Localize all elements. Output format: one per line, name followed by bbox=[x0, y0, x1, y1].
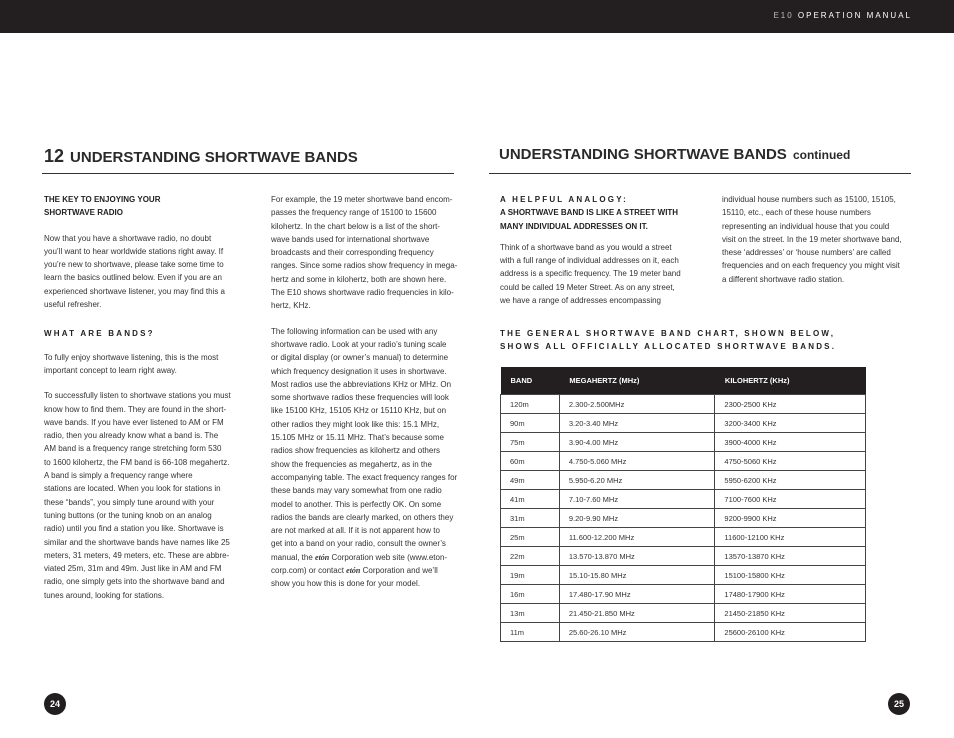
header-bar bbox=[0, 0, 954, 33]
text-line: these ‘addresses’ or ‘house numbers’ are called bbox=[722, 248, 891, 258]
text-line: individual house numbers such as 15100, 15105, bbox=[722, 195, 896, 204]
text-line: other radios they might look like this: 15.1 MHz, bbox=[271, 419, 440, 429]
right-col-1 bbox=[500, 193, 696, 319]
khz-cell: 9200-9900 KHz bbox=[715, 509, 866, 528]
text-line: you’ll want to hear worldwide stations right away. If bbox=[44, 246, 224, 256]
band-cell: 49m bbox=[501, 471, 560, 490]
bands-intro-paragraph bbox=[44, 351, 240, 378]
right-title-rule bbox=[489, 173, 911, 174]
table-row bbox=[501, 528, 866, 547]
khz-cell: 15100-15800 KHz bbox=[715, 566, 866, 585]
khz-cell: 3200-3400 KHz bbox=[715, 414, 866, 433]
text-line: To successfully listen to shortwave stations you must bbox=[44, 391, 231, 401]
col-header-band: BAND bbox=[501, 367, 560, 395]
chapter-title-continued: UNDERSTANDING SHORTWAVE BANDS bbox=[499, 146, 787, 163]
text-line: learn the basics outlined below. Even if you are an bbox=[44, 273, 222, 283]
text-line: meters, 31 meters, 49 meters, etc. These are abbre- bbox=[44, 550, 230, 560]
khz-cell: 25600-26100 KHz bbox=[715, 623, 866, 642]
chapter-title: UNDERSTANDING SHORTWAVE BANDS bbox=[70, 149, 358, 166]
mhz-cell: 21.450-21.850 MHz bbox=[559, 604, 715, 623]
text-line: or digital display (or owner’s manual) to determine bbox=[271, 353, 449, 363]
analogy-paragraph bbox=[500, 241, 696, 307]
mhz-cell: 2.300-2.500MHz bbox=[559, 395, 715, 414]
text-line: wave bands used for international shortwave bbox=[271, 234, 430, 244]
text-line: experienced shortwave listener, you may find this a bbox=[44, 286, 225, 296]
khz-cell: 4750-5060 KHz bbox=[715, 452, 866, 471]
text-line: know how to find them. They are found in the short- bbox=[44, 404, 227, 414]
text-line: these “bands”, you simply tune around with your bbox=[44, 497, 215, 507]
text-line: Most radios use the abbreviations KHz or MHz. On bbox=[271, 379, 452, 389]
text-line: 15110, etc., each of these house numbers bbox=[722, 208, 871, 218]
table-row bbox=[501, 509, 866, 528]
text-line: like 15100 KHz, 15105 KHz or 15110 KHz, but on bbox=[271, 406, 447, 416]
text-line: radio, one simply gets into the shortwave band and bbox=[44, 577, 225, 587]
analogy-subheading: A SHORTWAVE BAND IS LIKE A STREET WITH MANY INDIVIDUAL ADDRESSES ON IT. bbox=[500, 208, 679, 231]
band-cell: 31m bbox=[501, 509, 560, 528]
text-line: similar and the shortwave bands have names like 25 bbox=[44, 537, 230, 547]
text-line: radio) until you find a station you like. Shortwave is bbox=[44, 524, 224, 534]
band-cell: 90m bbox=[501, 414, 560, 433]
page-number-right: 25 bbox=[888, 693, 910, 715]
text-line: radios the bands are clearly marked, on others they bbox=[271, 512, 454, 522]
left-title-rule bbox=[42, 173, 454, 174]
khz-cell: 2300-2500 KHz bbox=[715, 395, 866, 414]
text-line: AM band is a frequency range stretching form 530 bbox=[44, 444, 222, 454]
table-row bbox=[501, 395, 866, 414]
right-col-2 bbox=[722, 193, 918, 298]
col-header-khz: KILOHERTZ (KHz) bbox=[715, 367, 866, 395]
eton-brand-2: etón bbox=[346, 566, 361, 576]
info-paragraph: The following information can be used with any shortwave radio. Look at your radio’s tuning scale or digital display (or owner’s manual) to determine which frequency designation it uses in shortwave. Most radios use the abbreviations KHz or MHz. On some shortwave radios these frequencies will look like 15100 KHz, 15105 KHz or 15110 KHz, but on other radios they might look like this: 15.1 MHz, 15.105 MHz or 15.11 MHz. That’s because some radios show frequencies as kilohertz and others show the frequencies as megahertz, as in the accompanying table. The exact frequency ranges for these bands may vary somewhat from one radio model to another. This is perfectly OK. On some radios the bands are clearly marked, on others they are not marked at all. If it is not apparent how to get into a band on your radio, consult the owner’s manual, the etón Corporation web site (www.eton- corp.com) or contact etón Corporation and we’ll show you how this is done for your model. bbox=[271, 326, 458, 589]
text-line: accompanying table. The exact frequency ranges for bbox=[271, 472, 458, 482]
chapter-number: 12 bbox=[44, 146, 65, 166]
left-page-title bbox=[44, 146, 358, 167]
bands-body-paragraph bbox=[44, 389, 240, 602]
text-line: which frequency designation it uses in shortwave. bbox=[271, 366, 447, 376]
table-row bbox=[501, 604, 866, 623]
text-line: to 1600 kilohertz, the FM band is 66-108 megahertz. bbox=[44, 457, 230, 467]
text-line: The following information can be used with any bbox=[271, 326, 438, 336]
mhz-cell: 7.10-7.60 MHz bbox=[559, 490, 715, 509]
text-line: The E10 shows shortwave radio frequencies in kilo- bbox=[271, 288, 454, 298]
table-row bbox=[501, 414, 866, 433]
text-line: visit on the street. In the 19 meter shortwave band, bbox=[722, 234, 902, 244]
mhz-cell: 15.10-15.80 MHz bbox=[559, 566, 715, 585]
khz-cell: 17480-17900 KHz bbox=[715, 585, 866, 604]
text-line: broadcasts and their corresponding frequency bbox=[271, 248, 434, 258]
text-line: radio, then you already know what a band is. The bbox=[44, 431, 219, 441]
table-row bbox=[501, 623, 866, 642]
eton-brand-1: etón bbox=[315, 552, 330, 562]
text-line: kilohertz. In the chart below is a list of the short- bbox=[271, 221, 440, 231]
mhz-cell: 11.600-12.200 MHz bbox=[559, 528, 715, 547]
text-line: are not marked at all. If it is not apparent how to bbox=[271, 526, 440, 536]
text-line: ranges. Since some radios show frequency in mega- bbox=[271, 261, 458, 271]
band-cell: 25m bbox=[501, 528, 560, 547]
mhz-cell: 17.480-17.90 MHz bbox=[559, 585, 715, 604]
chart-heading: THE GENERAL SHORTWAVE BAND CHART, SHOWN BELOW, SHOWS ALL OFFICIALLY ALLOCATED SHORTWAVE BANDS. bbox=[500, 329, 837, 352]
text-line: model to another. This is perfectly OK. On some bbox=[271, 499, 442, 509]
text-line: address is a specific frequency. The 19 meter band bbox=[500, 269, 681, 279]
khz-cell: 21450-21850 KHz bbox=[715, 604, 866, 623]
page-number-left: 24 bbox=[44, 693, 66, 715]
key-heading: THE KEY TO ENJOYING YOUR SHORTWAVE RADIO bbox=[44, 195, 161, 218]
text-line: To fully enjoy shortwave listening, this is the most bbox=[44, 352, 219, 362]
text-line: representing an individual house that you could bbox=[722, 221, 890, 231]
band-cell: 11m bbox=[501, 623, 560, 642]
col-header-mhz: MEGAHERTZ (MHz) bbox=[559, 367, 715, 395]
text-line: stations are located. When you look for stations in bbox=[44, 484, 221, 494]
table-row bbox=[501, 490, 866, 509]
band-cell: 13m bbox=[501, 604, 560, 623]
text-line: tuning buttons (or the tuning knob on an analog bbox=[44, 510, 212, 520]
example-paragraph bbox=[271, 193, 461, 313]
mhz-cell: 3.90-4.00 MHz bbox=[559, 433, 715, 452]
text-line: shortwave radio. Look at your radio’s tuning scale bbox=[271, 339, 447, 349]
text-line: hertz and some in kilohertz, both are shown here. bbox=[271, 274, 447, 284]
analogy-heading: A HELPFUL ANALOGY: bbox=[500, 195, 629, 204]
intro-paragraph bbox=[44, 232, 240, 312]
left-col-2 bbox=[271, 193, 461, 591]
text-line: Think of a shortwave band as you would a street bbox=[500, 242, 672, 252]
text-line: Now that you have a shortwave radio, no doubt bbox=[44, 233, 212, 243]
table-row bbox=[501, 566, 866, 585]
table-row bbox=[501, 547, 866, 566]
text-line: we have a range of addresses encompassing bbox=[500, 296, 661, 306]
left-col-1 bbox=[44, 193, 240, 614]
khz-cell: 13570-13870 KHz bbox=[715, 547, 866, 566]
table-row bbox=[501, 471, 866, 490]
mhz-cell: 3.20-3.40 MHz bbox=[559, 414, 715, 433]
text-line: For example, the 19 meter shortwave band encom- bbox=[271, 195, 453, 204]
khz-cell: 3900-4000 KHz bbox=[715, 433, 866, 452]
khz-cell: 5950-6200 KHz bbox=[715, 471, 866, 490]
right-page-title bbox=[499, 146, 850, 163]
text-line: you’re new to shortwave, please take some time to bbox=[44, 260, 224, 270]
mhz-cell: 4.750-5.060 MHz bbox=[559, 452, 715, 471]
text-line: some shortwave radios these frequencies will look bbox=[271, 393, 449, 403]
manual-title bbox=[773, 11, 912, 20]
table-row bbox=[501, 433, 866, 452]
analogy-continued-paragraph bbox=[722, 193, 918, 286]
text-line: a different shortwave radio station. bbox=[722, 274, 845, 284]
text-line: hertz, KHz. bbox=[271, 301, 311, 311]
mhz-cell: 25.60-26.10 MHz bbox=[559, 623, 715, 642]
text-line: tunes around, looking for stations. bbox=[44, 590, 165, 600]
band-cell: 41m bbox=[501, 490, 560, 509]
text-line: show the frequencies as megahertz, as in the bbox=[271, 459, 432, 469]
manual-label: OPERATION MANUAL bbox=[797, 11, 912, 20]
text-line: A band is simply a frequency range where bbox=[44, 471, 193, 481]
text-line: could be called 19 Meter Street. As on any street, bbox=[500, 282, 675, 292]
khz-cell: 11600-12100 KHz bbox=[715, 528, 866, 547]
mhz-cell: 13.570-13.870 MHz bbox=[559, 547, 715, 566]
band-cell: 60m bbox=[501, 452, 560, 471]
band-cell: 120m bbox=[501, 395, 560, 414]
table-row bbox=[501, 452, 866, 471]
text-line: passes the frequency range of 15100 to 15600 bbox=[271, 208, 437, 218]
text-line: frequencies and on each frequency you might visit bbox=[722, 261, 900, 271]
bands-heading: WHAT ARE BANDS? bbox=[44, 329, 155, 339]
mhz-cell: 9.20-9.90 MHz bbox=[559, 509, 715, 528]
text-line: wave bands. If you have ever listened to AM or FM bbox=[44, 417, 224, 427]
khz-cell: 7100-7600 KHz bbox=[715, 490, 866, 509]
band-cell: 75m bbox=[501, 433, 560, 452]
brand-label: E10 bbox=[773, 11, 794, 20]
text-line: these bands may vary somewhat from one radio bbox=[271, 486, 442, 496]
band-cell: 19m bbox=[501, 566, 560, 585]
text-line: with a full range of individual addresses on it, each bbox=[500, 256, 679, 266]
band-cell: 22m bbox=[501, 547, 560, 566]
text-line: 15.105 MHz or 15.11 MHz. That’s because some bbox=[271, 433, 444, 443]
text-line: get into a band on your radio, consult the owner’s bbox=[271, 539, 446, 549]
continued-label: continued bbox=[792, 148, 851, 162]
text-line: viated 25m, 31m and 49m. Just like in AM and FM bbox=[44, 564, 222, 574]
table-row bbox=[501, 585, 866, 604]
table-header-row bbox=[501, 367, 866, 395]
shortwave-band-table bbox=[500, 367, 866, 642]
band-cell: 16m bbox=[501, 585, 560, 604]
text-line: important concept to learn right away. bbox=[44, 365, 177, 375]
text-line: radios show frequencies as kilohertz and others bbox=[271, 446, 440, 456]
text-line: useful refresher. bbox=[44, 300, 102, 310]
mhz-cell: 5.950-6.20 MHz bbox=[559, 471, 715, 490]
